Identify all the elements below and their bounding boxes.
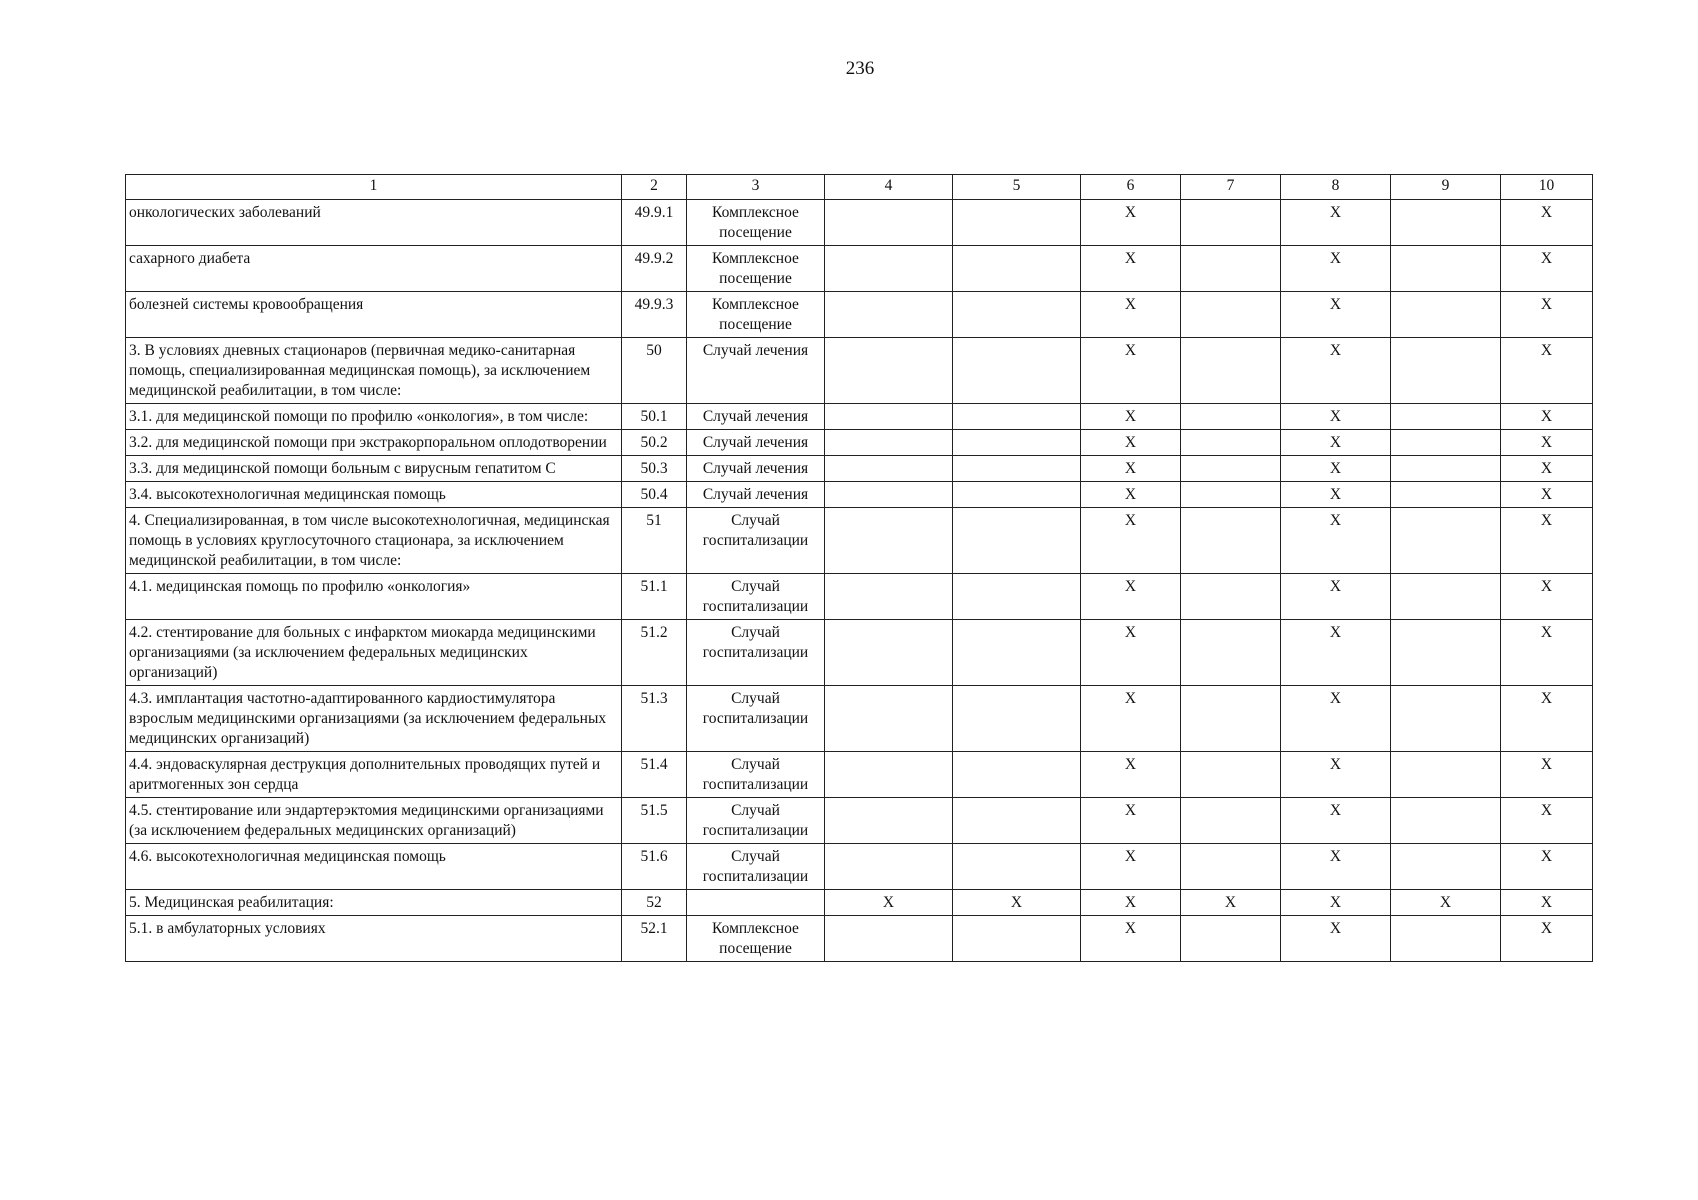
col8-cell: X: [1281, 798, 1391, 844]
col9-cell: [1391, 430, 1501, 456]
row-name-cell: 4.6. высокотехнологичная медицинская помощь: [126, 844, 622, 890]
col5-cell: [953, 916, 1081, 962]
col9-cell: [1391, 574, 1501, 620]
col8-cell: X: [1281, 338, 1391, 404]
row-name-cell: 3.3. для медицинской помощи больным с вирусным гепатитом С: [126, 456, 622, 482]
col10-cell: X: [1501, 916, 1593, 962]
table-row: [126, 844, 1593, 890]
col8-cell: X: [1281, 430, 1391, 456]
col7-cell: X: [1181, 890, 1281, 916]
row-name-cell: 4.4. эндоваскулярная деструкция дополнительных проводящих путей и аритмогенных зон сердца: [126, 752, 622, 798]
col9-cell: [1391, 246, 1501, 292]
column-header: 1: [126, 175, 622, 200]
col8-cell: X: [1281, 508, 1391, 574]
row-unit-cell: Случай госпитализации: [687, 752, 825, 798]
col10-cell: X: [1501, 292, 1593, 338]
col5-cell: [953, 292, 1081, 338]
row-code-cell: 51.4: [622, 752, 687, 798]
col10-cell: X: [1501, 798, 1593, 844]
col8-cell: X: [1281, 456, 1391, 482]
col10-cell: X: [1501, 686, 1593, 752]
column-header: 10: [1501, 175, 1593, 200]
row-code-cell: 51.2: [622, 620, 687, 686]
row-name-cell: 3.4. высокотехнологичная медицинская помощь: [126, 482, 622, 508]
row-code-cell: 50.3: [622, 456, 687, 482]
col4-cell: [825, 916, 953, 962]
col5-cell: [953, 338, 1081, 404]
col5-cell: [953, 844, 1081, 890]
col4-cell: [825, 798, 953, 844]
col4-cell: [825, 430, 953, 456]
row-name-cell: 3.2. для медицинской помощи при экстракорпоральном оплодотворении: [126, 430, 622, 456]
row-unit-cell: Случай госпитализации: [687, 686, 825, 752]
col9-cell: [1391, 200, 1501, 246]
col6-cell: X: [1081, 338, 1181, 404]
col10-cell: X: [1501, 200, 1593, 246]
table-row: [126, 338, 1593, 404]
row-name-cell: онкологических заболеваний: [126, 200, 622, 246]
table-row: [126, 200, 1593, 246]
col5-cell: [953, 404, 1081, 430]
col4-cell: [825, 686, 953, 752]
column-header: 7: [1181, 175, 1281, 200]
row-code-cell: 51.6: [622, 844, 687, 890]
col8-cell: X: [1281, 686, 1391, 752]
row-code-cell: 50.1: [622, 404, 687, 430]
col9-cell: [1391, 916, 1501, 962]
row-name-cell: 3. В условиях дневных стационаров (первичная медико-санитарная помощь, специализированная медицинская помощь), за исключением медицинской реабилитации, в том числе:: [126, 338, 622, 404]
row-code-cell: 49.9.1: [622, 200, 687, 246]
row-unit-cell: Случай лечения: [687, 430, 825, 456]
col8-cell: X: [1281, 916, 1391, 962]
row-code-cell: 50.4: [622, 482, 687, 508]
col6-cell: X: [1081, 916, 1181, 962]
col7-cell: [1181, 798, 1281, 844]
table-row: [126, 246, 1593, 292]
row-name-cell: 4.3. имплантация частотно-адаптированного кардиостимулятора взрослым медицинскими организациями (за исключением федеральных медицинских организаций): [126, 686, 622, 752]
col5-cell: [953, 620, 1081, 686]
col9-cell: [1391, 404, 1501, 430]
col6-cell: X: [1081, 200, 1181, 246]
col7-cell: [1181, 508, 1281, 574]
col10-cell: X: [1501, 246, 1593, 292]
row-unit-cell: Комплексное посещение: [687, 292, 825, 338]
col6-cell: X: [1081, 574, 1181, 620]
col7-cell: [1181, 844, 1281, 890]
col8-cell: X: [1281, 574, 1391, 620]
col6-cell: X: [1081, 844, 1181, 890]
col5-cell: [953, 246, 1081, 292]
col8-cell: X: [1281, 292, 1391, 338]
row-code-cell: 50.2: [622, 430, 687, 456]
table-row: [126, 620, 1593, 686]
column-header: 2: [622, 175, 687, 200]
col10-cell: X: [1501, 508, 1593, 574]
col6-cell: X: [1081, 686, 1181, 752]
row-unit-cell: [687, 890, 825, 916]
row-unit-cell: Комплексное посещение: [687, 246, 825, 292]
col8-cell: X: [1281, 200, 1391, 246]
col9-cell: [1391, 456, 1501, 482]
row-unit-cell: Случай госпитализации: [687, 798, 825, 844]
col5-cell: [953, 508, 1081, 574]
col7-cell: [1181, 292, 1281, 338]
row-unit-cell: Случай лечения: [687, 338, 825, 404]
col4-cell: [825, 844, 953, 890]
col9-cell: [1391, 482, 1501, 508]
row-unit-cell: Комплексное посещение: [687, 200, 825, 246]
col4-cell: [825, 246, 953, 292]
row-code-cell: 52: [622, 890, 687, 916]
col4-cell: [825, 482, 953, 508]
column-number-row: [126, 175, 1593, 200]
col6-cell: X: [1081, 620, 1181, 686]
col4-cell: [825, 200, 953, 246]
col8-cell: X: [1281, 890, 1391, 916]
column-header: 5: [953, 175, 1081, 200]
col10-cell: X: [1501, 574, 1593, 620]
col6-cell: X: [1081, 456, 1181, 482]
col6-cell: X: [1081, 430, 1181, 456]
col6-cell: X: [1081, 404, 1181, 430]
row-unit-cell: Случай госпитализации: [687, 574, 825, 620]
col4-cell: [825, 752, 953, 798]
row-unit-cell: Комплексное посещение: [687, 916, 825, 962]
col9-cell: [1391, 508, 1501, 574]
col6-cell: X: [1081, 890, 1181, 916]
data-table: [125, 174, 1593, 962]
col7-cell: [1181, 246, 1281, 292]
col6-cell: X: [1081, 292, 1181, 338]
col7-cell: [1181, 404, 1281, 430]
col10-cell: X: [1501, 338, 1593, 404]
table-row: [126, 404, 1593, 430]
row-name-cell: 5.1. в амбулаторных условиях: [126, 916, 622, 962]
col4-cell: [825, 456, 953, 482]
col9-cell: [1391, 292, 1501, 338]
col10-cell: X: [1501, 844, 1593, 890]
col6-cell: X: [1081, 482, 1181, 508]
row-unit-cell: Случай лечения: [687, 482, 825, 508]
column-header: 3: [687, 175, 825, 200]
col5-cell: [953, 798, 1081, 844]
col7-cell: [1181, 752, 1281, 798]
col10-cell: X: [1501, 456, 1593, 482]
row-code-cell: 51.5: [622, 798, 687, 844]
col5-cell: [953, 686, 1081, 752]
col6-cell: X: [1081, 508, 1181, 574]
col7-cell: [1181, 456, 1281, 482]
col6-cell: X: [1081, 752, 1181, 798]
column-header: 6: [1081, 175, 1181, 200]
col4-cell: [825, 574, 953, 620]
row-name-cell: 5. Медицинская реабилитация:: [126, 890, 622, 916]
row-name-cell: сахарного диабета: [126, 246, 622, 292]
col9-cell: X: [1391, 890, 1501, 916]
col7-cell: [1181, 574, 1281, 620]
row-code-cell: 52.1: [622, 916, 687, 962]
table-row: [126, 292, 1593, 338]
row-name-cell: 4.5. стентирование или эндартерэктомия медицинскими организациями (за исключением федеральных медицинских организаций): [126, 798, 622, 844]
row-code-cell: 49.9.2: [622, 246, 687, 292]
col9-cell: [1391, 686, 1501, 752]
row-name-cell: болезней системы кровообращения: [126, 292, 622, 338]
row-name-cell: 3.1. для медицинской помощи по профилю «онкология», в том числе:: [126, 404, 622, 430]
col6-cell: X: [1081, 246, 1181, 292]
col6-cell: X: [1081, 798, 1181, 844]
col10-cell: X: [1501, 752, 1593, 798]
table-row: [126, 574, 1593, 620]
table-row: [126, 798, 1593, 844]
col10-cell: X: [1501, 890, 1593, 916]
col4-cell: [825, 292, 953, 338]
table-row: [126, 482, 1593, 508]
col10-cell: X: [1501, 404, 1593, 430]
col9-cell: [1391, 752, 1501, 798]
col7-cell: [1181, 482, 1281, 508]
col8-cell: X: [1281, 844, 1391, 890]
row-code-cell: 49.9.3: [622, 292, 687, 338]
col5-cell: [953, 574, 1081, 620]
col9-cell: [1391, 620, 1501, 686]
col7-cell: [1181, 200, 1281, 246]
col8-cell: X: [1281, 620, 1391, 686]
col7-cell: [1181, 430, 1281, 456]
column-header: 4: [825, 175, 953, 200]
table-row: [126, 430, 1593, 456]
table-row: [126, 752, 1593, 798]
col5-cell: [953, 482, 1081, 508]
row-unit-cell: Случай лечения: [687, 404, 825, 430]
col7-cell: [1181, 916, 1281, 962]
row-unit-cell: Случай лечения: [687, 456, 825, 482]
col5-cell: [953, 752, 1081, 798]
row-unit-cell: Случай госпитализации: [687, 620, 825, 686]
col4-cell: X: [825, 890, 953, 916]
row-name-cell: 4.2. стентирование для больных с инфарктом миокарда медицинскими организациями (за исключением федеральных медицинских организаций): [126, 620, 622, 686]
col7-cell: [1181, 620, 1281, 686]
col5-cell: [953, 200, 1081, 246]
row-code-cell: 51: [622, 508, 687, 574]
col9-cell: [1391, 338, 1501, 404]
col5-cell: [953, 430, 1081, 456]
row-unit-cell: Случай госпитализации: [687, 844, 825, 890]
table-row: [126, 456, 1593, 482]
row-code-cell: 50: [622, 338, 687, 404]
col5-cell: X: [953, 890, 1081, 916]
col7-cell: [1181, 338, 1281, 404]
col5-cell: [953, 456, 1081, 482]
table-row: [126, 890, 1593, 916]
table-row: [126, 686, 1593, 752]
page-number: 236: [845, 58, 875, 79]
col8-cell: X: [1281, 752, 1391, 798]
row-name-cell: 4.1. медицинская помощь по профилю «онкология»: [126, 574, 622, 620]
col9-cell: [1391, 798, 1501, 844]
row-unit-cell: Случай госпитализации: [687, 508, 825, 574]
table-row: [126, 508, 1593, 574]
col10-cell: X: [1501, 482, 1593, 508]
col10-cell: X: [1501, 620, 1593, 686]
col8-cell: X: [1281, 404, 1391, 430]
col9-cell: [1391, 844, 1501, 890]
col4-cell: [825, 620, 953, 686]
col4-cell: [825, 338, 953, 404]
col10-cell: X: [1501, 430, 1593, 456]
col4-cell: [825, 404, 953, 430]
column-header: 8: [1281, 175, 1391, 200]
row-name-cell: 4. Специализированная, в том числе высокотехнологичная, медицинская помощь в условиях круглосуточного стационара, за исключением медицинской реабилитации, в том числе:: [126, 508, 622, 574]
col8-cell: X: [1281, 246, 1391, 292]
col4-cell: [825, 508, 953, 574]
row-code-cell: 51.1: [622, 574, 687, 620]
table-row: [126, 916, 1593, 962]
row-code-cell: 51.3: [622, 686, 687, 752]
column-header: 9: [1391, 175, 1501, 200]
col7-cell: [1181, 686, 1281, 752]
col8-cell: X: [1281, 482, 1391, 508]
